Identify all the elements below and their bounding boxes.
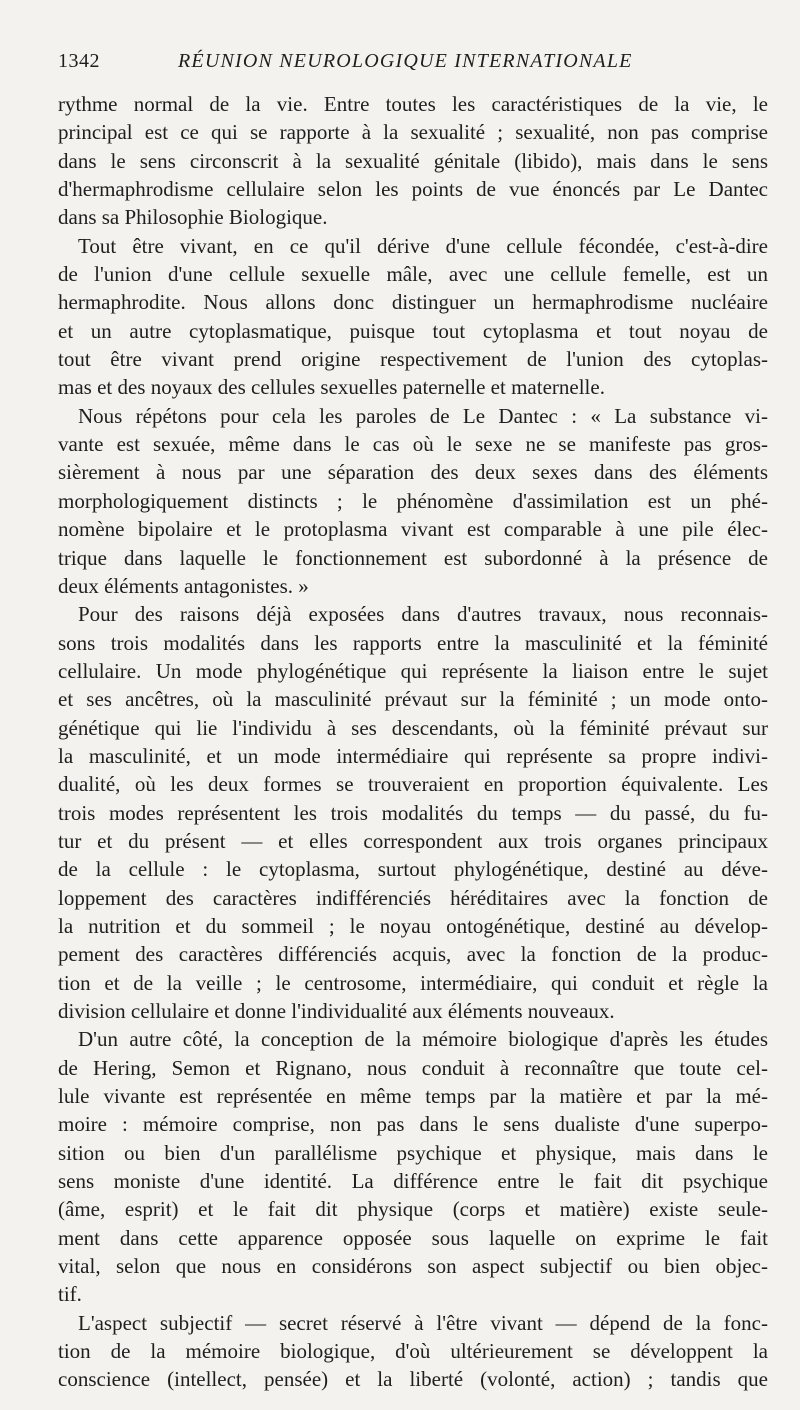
text-line: mas et des noyaux des cellules sexuelles paternelle et maternelle.: [58, 375, 605, 400]
text-line: dans sa Philosophie Biologique.: [58, 205, 328, 230]
text-line: sition ou bien d'un parallélisme psychique et physique, mais dans le: [58, 1140, 768, 1165]
text-line: rythme normal de la vie. Entre toutes les caractéristiques de la vie, le: [58, 92, 768, 116]
page-number: 1342: [58, 50, 100, 72]
text-line: de l'union d'une cellule sexuelle mâle, avec une cellule femelle, est un: [58, 262, 768, 287]
text-line: tout être vivant prend origine respectivement de l'union des cytoplas-: [58, 347, 768, 372]
text-line: et un autre cytoplasmatique, puisque tout cytoplasma et tout noyau de: [58, 318, 768, 343]
text-line: vital, selon que nous en considérons son aspect subjectif ou bien objec-: [58, 1254, 768, 1279]
text-line: d'hermaphrodisme cellulaire selon les points de vue énoncés par Le Dantec: [58, 177, 768, 202]
text-line: et ses ancêtres, où la masculinité prévaut sur la féminité ; un mode onto-: [58, 687, 768, 712]
text-line: pement des caractères différenciés acquis, avec la fonction de la produc-: [58, 942, 768, 967]
text-line: sièrement à nous par une séparation des deux sexes dans des éléments: [58, 460, 768, 485]
text-line: cellulaire. Un mode phylogénétique qui représente la liaison entre le sujet: [58, 658, 768, 683]
text-line: lule vivante est représentée en même temps par la matière et par la mé-: [58, 1084, 768, 1109]
text-line: tif.: [58, 1282, 82, 1307]
text-line: sens moniste d'une identité. La différence entre le fait dit psychique: [58, 1169, 768, 1194]
text-line: tur et du présent — et elles correspondent aux trois organes principaux: [58, 828, 768, 853]
paragraph-start-line: D'un autre côté, la conception de la mémoire biologique d'après les études: [78, 1027, 768, 1052]
text-line: (âme, esprit) et le fait dit physique (corps et matière) existe seule-: [58, 1197, 768, 1222]
text-line: deux éléments antagonistes. »: [58, 573, 309, 598]
text-line: ment dans cette apparence opposée sous laquelle on exprime le fait: [58, 1225, 768, 1250]
text-line: dualité, où les deux formes se trouveraient en proportion équivalente. Les: [58, 772, 768, 797]
text-line: la masculinité, et un mode intermédiaire qui représente sa propre indivi-: [58, 743, 768, 768]
text-line: nomène bipolaire et le protoplasma vivant est comparable à une pile élec-: [58, 517, 768, 542]
paragraph-start-line: Tout être vivant, en ce qu'il dérive d'une cellule fécondée, c'est-à-dire: [78, 233, 768, 258]
paragraph-start-line: L'aspect subjectif — secret réservé à l'être vivant — dépend de la fonc-: [78, 1310, 768, 1335]
text-line: de Hering, Semon et Rignano, nous conduit à reconnaître que toute cel-: [58, 1055, 768, 1080]
text-line: tion de la mémoire biologique, d'où ultérieurement se développent la: [58, 1339, 768, 1364]
text-line: tion et de la veille ; le centrosome, intermédiaire, qui conduit et règle la: [58, 970, 768, 995]
text-line: trique dans laquelle le fonctionnement est subordonné à la présence de: [58, 545, 768, 570]
text-line: hermaphrodite. Nous allons donc distinguer un hermaphrodisme nucléaire: [58, 290, 768, 315]
text-line: moire : mémoire comprise, non pas dans le sens dualiste d'une superpo-: [58, 1112, 768, 1137]
text-line: la nutrition et du sommeil ; le noyau ontogénétique, destiné au dévelop-: [58, 913, 768, 938]
text-line: vante est sexuée, même dans le cas où le sexe ne se manifeste pas gros-: [58, 432, 768, 457]
text-line: division cellulaire et donne l'individualité aux éléments nouveaux.: [58, 999, 615, 1023]
text-line: de la cellule : le cytoplasma, surtout phylogénétique, destiné au déve-: [58, 857, 768, 882]
paragraph-start-line: Pour des raisons déjà exposées dans d'autres travaux, nous reconnais-: [78, 602, 768, 627]
text-line: loppement des caractères indifférenciés héréditaires avec la fonction de: [58, 885, 768, 910]
text-line: conscience (intellect, pensée) et la liberté (volonté, action) ; tandis que: [58, 1367, 768, 1392]
text-line: génétique qui lie l'individu à ses descendants, où la féminité prévaut sur: [58, 715, 768, 740]
text-line: principal est ce qui se rapporte à la sexualité ; sexualité, non pas comprise: [58, 120, 768, 145]
running-title: RÉUNION NEUROLOGIQUE INTERNATIONALE: [178, 50, 633, 72]
text-line: trois modes représentent les trois modalités du temps — du passé, du fu-: [58, 800, 768, 825]
body-text: [58, 90, 768, 1394]
text-line: sons trois modalités dans les rapports entre la masculinité et la féminité: [58, 630, 768, 655]
text-line: dans le sens circonscrit à la sexualité génitale (libido), mais dans le sens: [58, 148, 768, 173]
paragraph-start-line: Nous répétons pour cela les paroles de Le Dantec : « La substance vi-: [78, 403, 768, 428]
text-line: morphologiquement distincts ; le phénomène d'assimilation est un phé-: [58, 488, 768, 513]
